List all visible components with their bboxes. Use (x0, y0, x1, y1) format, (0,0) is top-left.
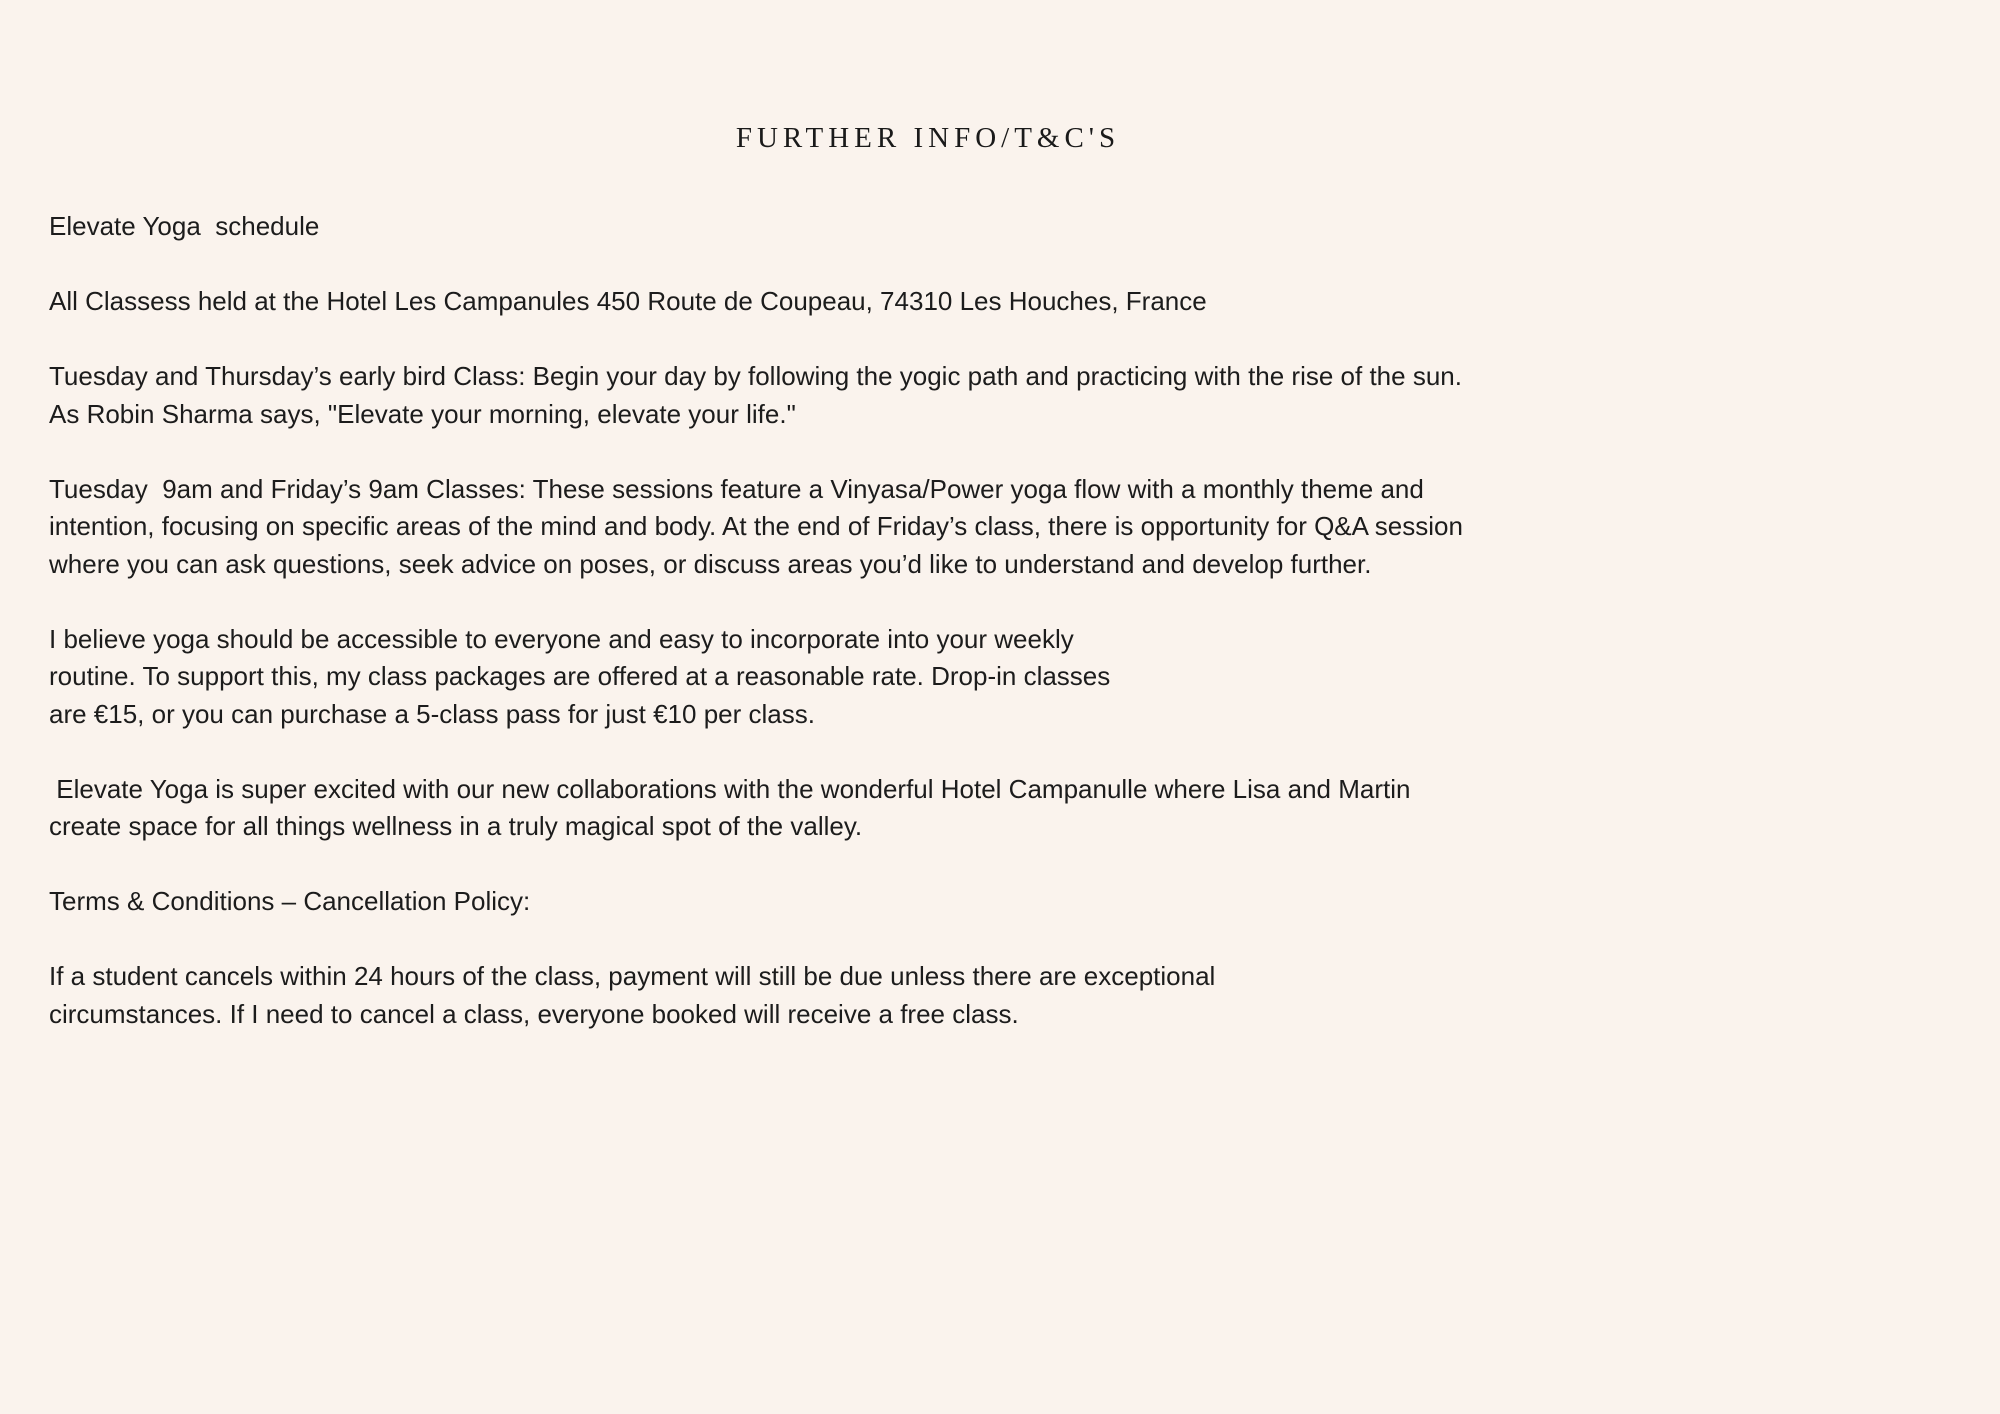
early-bird-text: and Thursday’s early bird Class: Begin your day by following the yogic path and practicing with the rise of the sun. As Robin Sharma says, "Elevate your morning, elevate your life." (49, 361, 1462, 429)
cancellation-policy-paragraph: If a student cancels within 24 hours of the class, payment will still be due unless there are exceptional circumstances. If I need to cancel a class, everyone booked will receive a free class. (49, 961, 1216, 1029)
pricing-line: routine. To support this, my class packages are offered at a reasonable rate. Drop-in classes (49, 661, 1111, 691)
pricing-line: are €15, or you can purchase a 5-class pass for just €10 per class. (49, 698, 815, 729)
page-title: FURTHER INFO/T&C'S (735, 122, 1121, 154)
schedule-heading: Elevate Yoga schedule (49, 211, 320, 241)
document-body (49, 208, 1489, 1071)
nine-am-classes-paragraph: Tuesday 9am and Friday’s 9am Classes: These sessions feature a Vinyasa/Power yoga flow with a monthly theme and intention, focusing on specific areas of the mind and body. At the end of Friday’s class, there is opportunity for Q&A session where you can ask questions, seek advice on poses, or discuss areas you’d like to understand and develop further. (49, 473, 1471, 579)
early-bird-day: Tuesday (49, 361, 148, 391)
early-bird-paragraph (49, 358, 1489, 433)
location-paragraph: All Classess held at the Hotel Les Campanules 450 Route de Coupeau, 74310 Les Houches, France (49, 286, 1207, 316)
pricing-line: I believe yoga should be accessible to everyone and easy to incorporate into your weekly (49, 623, 1074, 654)
pricing-paragraph (49, 621, 1489, 734)
collaboration-paragraph: Elevate Yoga is super excited with our new collaborations with the wonderful Hotel Campanulle where Lisa and Martin create space for all things wellness in a truly magical spot of the valley. (49, 773, 1418, 841)
terms-heading: Terms & Conditions – Cancellation Policy: (49, 886, 531, 916)
